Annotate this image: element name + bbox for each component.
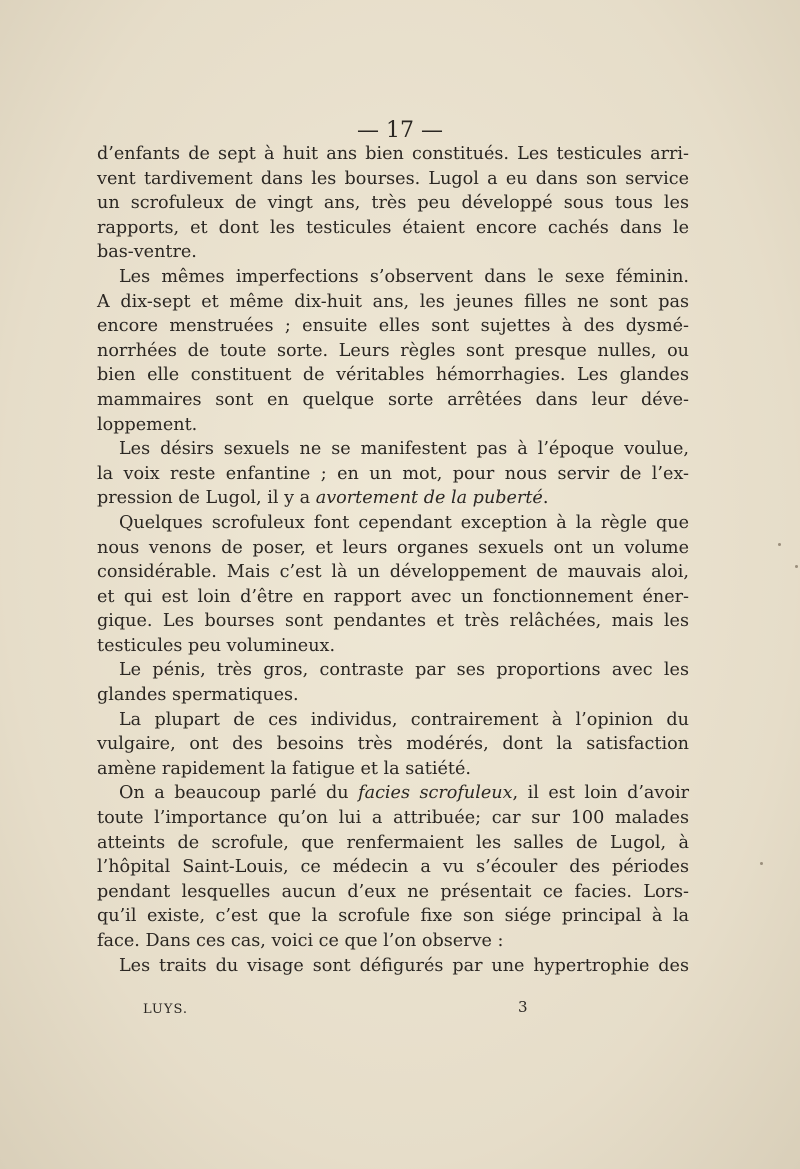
text-line-content: gique. Les bourses sont pendantes et très relâchées, mais les — [97, 611, 689, 632]
text-line — [97, 462, 689, 487]
text-line — [97, 954, 689, 979]
text-line-content: vent tardivement dans les bourses. Lugol a eu dans son service — [97, 168, 689, 189]
text-line-content: un scrofuleux de vingt ans, très peu développé sous tous les — [97, 193, 689, 214]
text-line — [97, 855, 689, 880]
text-line-content: mammaires sont en quelque sorte arrêtées dans leur déve- — [97, 389, 689, 410]
text-line-content: Quelques scrofuleux font cependant exception à la règle que — [119, 512, 689, 533]
text-line — [97, 683, 689, 708]
text-line-content: La plupart de ces individus, contrairement à l’opinion du — [119, 709, 689, 730]
text-line — [97, 880, 689, 905]
text-line — [97, 363, 689, 388]
text-line-tail: , il est loin d’avoir — [512, 783, 689, 804]
text-line — [97, 339, 689, 364]
text-line — [97, 486, 689, 511]
italic-phrase: avortement de la puberté — [315, 488, 543, 509]
text-line-content: qu’il existe, c’est que la scrofule fixe son siége principal à la — [97, 906, 689, 927]
page-number: — 17 — — [357, 118, 443, 143]
text-line — [97, 191, 689, 216]
page-footer — [0, 996, 800, 1026]
text-line — [97, 216, 689, 241]
body-text — [97, 142, 689, 978]
text-line — [97, 658, 689, 683]
text-line-content: pression de Lugol, il y a — [97, 488, 316, 509]
text-line — [97, 806, 689, 831]
text-line — [97, 265, 689, 290]
text-line — [97, 585, 689, 610]
text-line — [97, 413, 689, 438]
text-line-content: considérable. Mais c’est là un développement de mauvais aloi, — [97, 562, 689, 583]
paper-speck — [760, 862, 763, 865]
text-line — [97, 609, 689, 634]
text-line-content: encore menstruées ; ensuite elles sont sujettes à des dysmé- — [97, 316, 689, 337]
text-line-content: toute l’importance qu’on lui a attribuée; car sur 100 malades — [97, 808, 689, 829]
text-line-content: A dix-sept et même dix-huit ans, les jeunes filles ne sont pas — [97, 291, 689, 312]
text-line — [97, 634, 689, 659]
text-line-content: testicules peu volumineux. — [97, 635, 336, 656]
text-line — [97, 732, 689, 757]
text-line — [97, 511, 689, 536]
text-line — [97, 560, 689, 585]
text-line-content: rapports, et dont les testicules étaient encore cachés dans le — [97, 217, 689, 238]
text-line-content: d’enfants de sept à huit ans bien constitués. Les testicules arri- — [97, 144, 689, 164]
text-line — [97, 240, 689, 265]
text-line — [97, 831, 689, 856]
text-line — [97, 142, 689, 167]
printer-signature: LUYS. — [143, 1002, 189, 1017]
text-line-content: pendant lesquelles aucun d’eux ne présentait ce facies. Lors- — [97, 881, 689, 902]
text-line-content: Le pénis, très gros, contraste par ses proportions avec les — [119, 660, 689, 681]
signature-mark: 3 — [518, 998, 529, 1016]
text-line-content: On a beaucoup parlé du — [119, 783, 359, 804]
text-line-content: vulgaire, ont des besoins très modérés, dont la satisfaction — [97, 734, 689, 755]
text-line — [97, 167, 689, 192]
text-line — [97, 929, 689, 954]
paper-speck — [778, 543, 781, 546]
italic-phrase: facies scrofuleux — [358, 783, 513, 804]
text-line-content: la voix reste enfantine ; en un mot, pour nous servir de l’ex- — [97, 463, 689, 484]
text-line-content: amène rapidement la fatigue et la satiété. — [97, 758, 471, 779]
text-line-content: Les désirs sexuels ne se manifestent pas à l’époque voulue, — [119, 439, 689, 460]
text-line-content: norrhées de toute sorte. Leurs règles sont presque nulles, ou — [97, 340, 689, 361]
text-line-content: glandes spermatiques. — [97, 685, 299, 706]
text-line — [97, 757, 689, 782]
text-line — [97, 904, 689, 929]
text-line — [97, 314, 689, 339]
text-line-content: et qui est loin d’être en rapport avec un fonctionnement éner- — [97, 586, 689, 607]
text-line — [97, 781, 689, 806]
text-line-tail: . — [542, 488, 549, 509]
text-line-content: bien elle constituent de véritables hémorrhagies. Les glandes — [97, 365, 689, 386]
text-line-content: face. Dans ces cas, voici ce que l’on observe : — [97, 931, 504, 951]
text-line-content: Les mêmes imperfections s’observent dans le sexe féminin. — [119, 266, 689, 287]
text-line-content: Les traits du visage sont défigurés par une hypertrophie des — [119, 955, 689, 976]
text-line-content: bas-ventre. — [97, 242, 197, 263]
text-line-content: loppement. — [97, 414, 198, 435]
text-line — [97, 437, 689, 462]
paper-speck — [795, 565, 798, 568]
text-line-content: atteints de scrofule, que renfermaient les salles de Lugol, à — [97, 832, 689, 853]
text-line — [97, 536, 689, 561]
text-line — [97, 708, 689, 733]
text-line-content: l’hôpital Saint-Louis, ce médecin a vu s’écouler des périodes — [97, 857, 689, 878]
text-line-content: nous venons de poser, et leurs organes sexuels ont un volume — [97, 537, 689, 558]
text-line — [97, 290, 689, 315]
text-line — [97, 388, 689, 413]
